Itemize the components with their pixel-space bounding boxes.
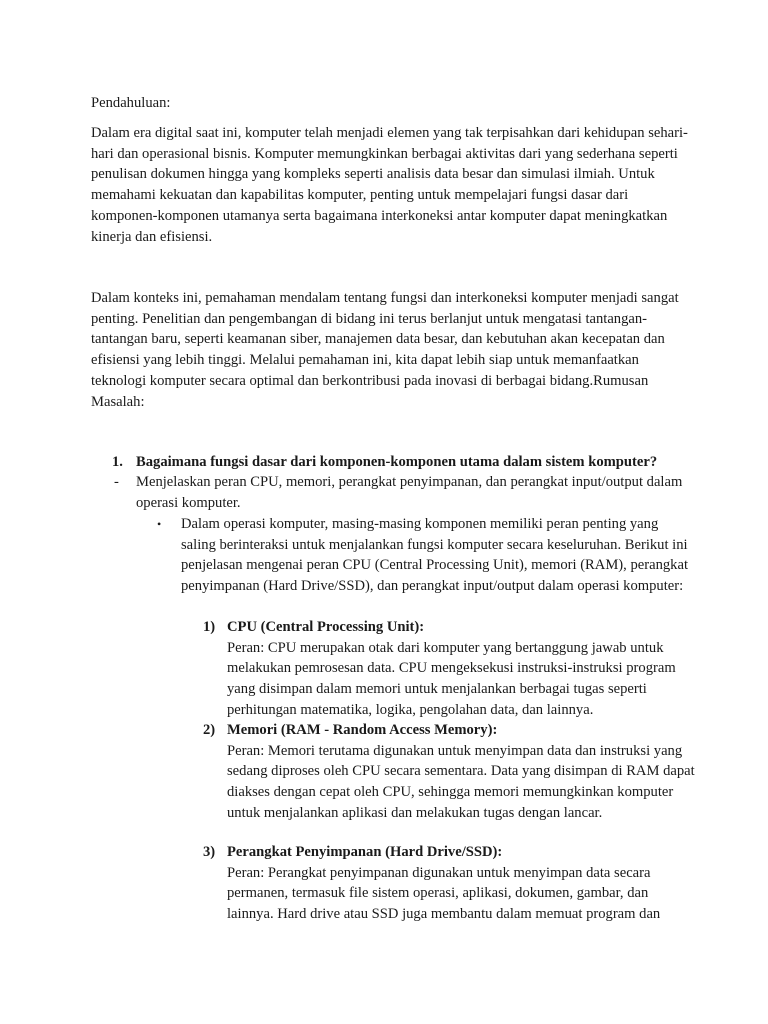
item-number-memory: 2) — [203, 722, 216, 738]
heading-pendahuluan: Pendahuluan: — [91, 95, 171, 111]
item-storage — [227, 842, 697, 925]
bullet-marker: • — [157, 517, 162, 531]
item-title-cpu: CPU (Central Processing Unit): — [227, 619, 425, 635]
item-number-cpu: 1) — [203, 619, 216, 635]
item-body-storage: Peran: Perangkat penyimpanan digunakan untuk menyimpan data secara permanen, termasuk file sistem operasi, aplikasi, dokumen, gambar, dan lainnya. Hard drive atau SSD juga membantu dalam memuat program dan — [227, 864, 661, 923]
item-title-storage: Perangkat Penyimpanan (Hard Drive/SSD): — [227, 844, 503, 860]
item-number-storage: 3) — [203, 844, 216, 860]
item-body-memory: Peran: Memori terutama digunakan untuk menyimpan data dan instruksi yang sedang diproses oleh CPU secara sementara. Data yang disimpan di RAM dapat diakses dengan cepat oleh CPU, sehingga memori memungkinkan komputer untuk menjalankan aplikasi dan melakukan tugas dengan lancar. — [227, 742, 695, 821]
intro-paragraph: Dalam era digital saat ini, komputer telah menjadi elemen yang tak terpisahkan dari kehidupan sehari-hari dan operasional bisnis. Komputer memungkinkan berbagai aktivitas dari yang sederhana seperti penulisan dokumen hingga yang kompleks seperti analisis data besar dan simulasi ilmiah. Untuk memahami kekuatan dan kapabilitas komputer, penting untuk mempelajari fungsi dasar dari komponen-komponen utamanya serta bagaimana interkoneksi antar komputer dapat meningkatkan kinerja dan efisiensi. — [91, 125, 688, 245]
item-memory — [227, 720, 697, 824]
context-paragraph: Dalam konteks ini, pemahaman mendalam tentang fungsi dan interkoneksi komputer menjadi sangat penting. Penelitian dan pengembangan di bidang ini terus berlanjut untuk mengatasi tantangan-tantangan baru, seperti keamanan siber, manajemen data besar, dan kebutuhan akan kecepatan dan efisiensi yang lebih tinggi. Melalui pemahaman ini, kita dapat lebih siap untuk memanfaatkan teknologi komputer secara optimal dan berkontribusi pada inovasi di berbagai bidang.Rumusan Masalah: — [91, 290, 679, 410]
question-number: 1. — [112, 454, 123, 470]
dash-marker: - — [114, 474, 119, 490]
item-cpu — [227, 617, 697, 721]
item-title-memory: Memori (RAM - Random Access Memory): — [227, 722, 498, 738]
item-body-cpu: Peran: CPU merupakan otak dari komputer yang bertanggung jawab untuk melakukan pemrosesan data. CPU mengeksekusi instruksi-instruksi program yang disimpan dalam memori untuk menjalankan berbagai tugas seperti perhitungan matematika, logika, pengolahan data, dan lainnya. — [227, 639, 676, 718]
dash-item-text: Menjelaskan peran CPU, memori, perangkat penyimpanan, dan perangkat input/output dalam operasi komputer. — [136, 474, 683, 511]
question-text: Bagaimana fungsi dasar dari komponen-komponen utama dalam sistem komputer? — [136, 454, 658, 470]
bullet-item-text: Dalam operasi komputer, masing-masing komponen memiliki peran penting yang saling berinteraksi untuk menjalankan fungsi komputer secara keseluruhan. Berikut ini penjelasan mengenai peran CPU (Central Processing Unit), memori (RAM), perangkat penyimpanan (Hard Drive/SSD), dan perangkat input/output dalam operasi komputer: — [181, 516, 688, 595]
